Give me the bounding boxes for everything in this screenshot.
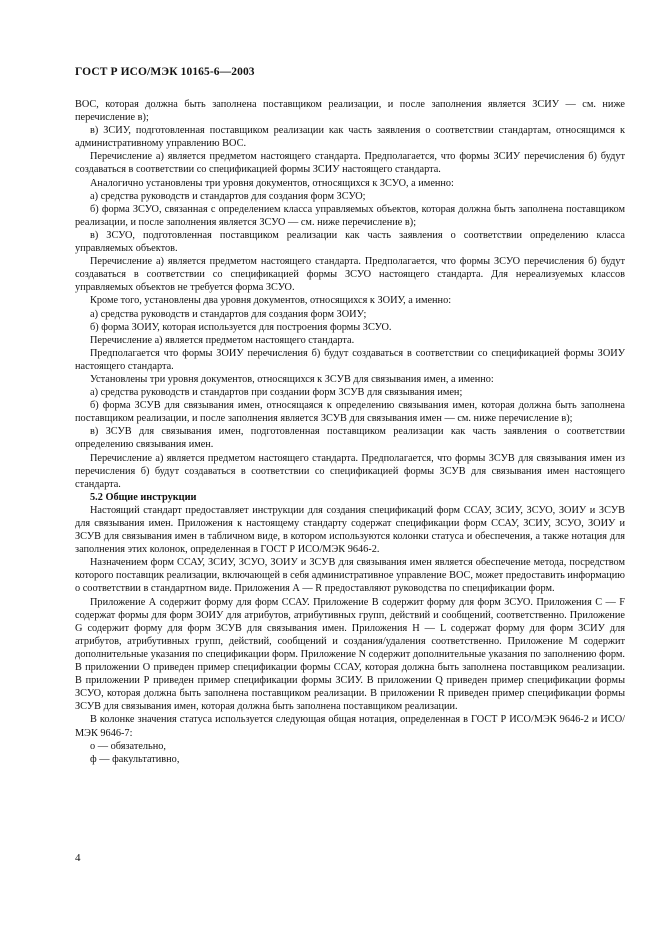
paragraph: ф — факультативно,: [90, 753, 180, 765]
document-body: [75, 98, 625, 766]
paragraph: В колонке значения статуса используется следующая общая нотация, определенная в ГОСТ Р ИСО/МЭК 9646-2 и ИСО/МЭК 9646-7:: [75, 714, 625, 739]
paragraph: Установлены три уровня документов, относящихся к ЗСУВ для связывания имен, а именно:: [90, 373, 494, 385]
paragraph: в) ЗСИУ, подготовленная поставщиком реализации как часть заявления о соответствии стандартам, относящимся к административному управлению ВОС.: [75, 125, 625, 150]
paragraph: Перечисление а) является предметом настоящего стандарта. Предполагается, что формы ЗСУВ для связывания имен из перечисления б) будут создаваться в соответствии со спецификацией формы ЗСУВ для связывания имен настоящего стандарта.: [75, 452, 625, 490]
paragraph: Назначением форм ССАУ, ЗСИУ, ЗСУО, ЗОИУ и ЗСУВ для связывания имен является обеспечение метода, посредством которого поставщик реализации, включающей в себя административное управление ВОС, может предоставить информацию о соответствии в стандартном виде. Приложения А — R предоставляют руководства по спецификации форм.: [75, 557, 625, 595]
paragraph: б) форма ЗСУО, связанная с определением класса управляемых объектов, которая должна быть заполнена поставщиком реализации, и после заполнения является ЗСУО — см. ниже перечисление в);: [75, 203, 625, 228]
paragraph: Кроме того, установлены два уровня документов, относящихся к ЗОИУ, а именно:: [90, 295, 452, 307]
paragraph: б) форма ЗОИУ, которая используется для построения формы ЗСУО.: [90, 321, 392, 333]
paragraph: в) ЗСУВ для связывания имен, подготовленная поставщиком реализации как часть заявления о соответствии определению связывания имен.: [75, 426, 625, 451]
paragraph: Приложение А содержит форму для форм ССАУ. Приложение В содержит форму для форм ЗСУО. Приложения С — F содержат формы для форм ЗОИУ для атрибутов, атрибутивных групп, действий и сообщений, соответственно. Приложение G содержит форму для форм ЗСУВ для связывания имен. Приложения Н — L содержат форму для форм ЗСИУ для атрибутов, атрибутивных групп, действий, сообщений и создания/удаления соответственно. Приложение М содержит дополнительные указания по спецификации форм. Приложение N содержит дополнительные указания по заполнению форм. В приложении О приведен пример спецификации формы ССАУ, которая должна быть заполнена поставщиком реализации. В приложении Р приведен пример спецификации формы ЗСИУ. В приложении Q приведен пример спецификации формы ЗСУО, которая должна быть заполнена поставщиком реализации. В приложении R приведен пример спецификации формы ЗСУВ для связывания имен, которая должна быть заполнена поставщиком реализации.: [75, 596, 625, 713]
paragraph: а) средства руководств и стандартов для создания форм ЗОИУ;: [90, 308, 367, 320]
paragraph: Перечисление а) является предметом настоящего стандарта. Предполагается, что формы ЗСИУ перечисления б) будут создаваться в соответствии со спецификацией формы ЗСИУ настоящего стандарта.: [75, 151, 625, 176]
section-heading: 5.2 Общие инструкции: [90, 491, 197, 503]
paragraph: Аналогично установлены три уровня документов, относящихся к ЗСУО, а именно:: [90, 177, 454, 189]
paragraph: о — обязательно,: [90, 740, 166, 752]
paragraph: Перечисление а) является предметом настоящего стандарта.: [90, 334, 355, 346]
paragraph: в) ЗСУО, подготовленная поставщиком реализации как часть заявления о соответствии определению класса управляемых объектов.: [75, 229, 625, 255]
page-number: 4: [75, 852, 81, 864]
paragraph: б) форма ЗСУВ для связывания имен, относящаяся к определению связывания имен, которая должна быть заполнена поставщиком реализации, и после заполнения является ЗСУВ для связывания имен — см. ниже перечисление в);: [75, 400, 625, 425]
document-page: [75, 66, 625, 766]
paragraph: Перечисление а) является предметом настоящего стандарта. Предполагается, что формы ЗСУО перечисления б) будут создаваться в соответствии со спецификацией формы ЗСУО настоящего стандарта. Для нереализуемых классов управляемых объектов не требуется форма ЗСУО.: [75, 256, 625, 294]
document-header: ГОСТ Р ИСО/МЭК 10165-6—2003: [75, 66, 255, 78]
paragraph: Настоящий стандарт предоставляет инструкции для создания спецификаций форм ССАУ, ЗСИУ, ЗСУО, ЗОИУ и ЗСУВ для связывания имен. Приложения к настоящему стандарту содержат спецификации форм ССАУ, ЗСИУ, ЗСУО, ЗОИУ и ЗСУВ для связывания имен в табличном виде, в котором используются колонки статуса и обеспечения, а также нотация для заполнения этих колонок, определенная в ГОСТ Р ИСО/МЭК 9646-2.: [75, 504, 625, 556]
paragraph: ВОС, которая должна быть заполнена поставщиком реализации, и после заполнения является ЗСИУ — см. ниже перечисление в);: [75, 99, 625, 124]
paragraph: а) средства руководств и стандартов для создания форм ЗСУО;: [90, 190, 366, 202]
paragraph: Предполагается что формы ЗОИУ перечисления б) будут создаваться в соответствии со спецификацией формы ЗОИУ настоящего стандарта.: [75, 347, 625, 372]
paragraph: а) средства руководств и стандартов при создании форм ЗСУВ для связывания имен;: [90, 387, 463, 399]
